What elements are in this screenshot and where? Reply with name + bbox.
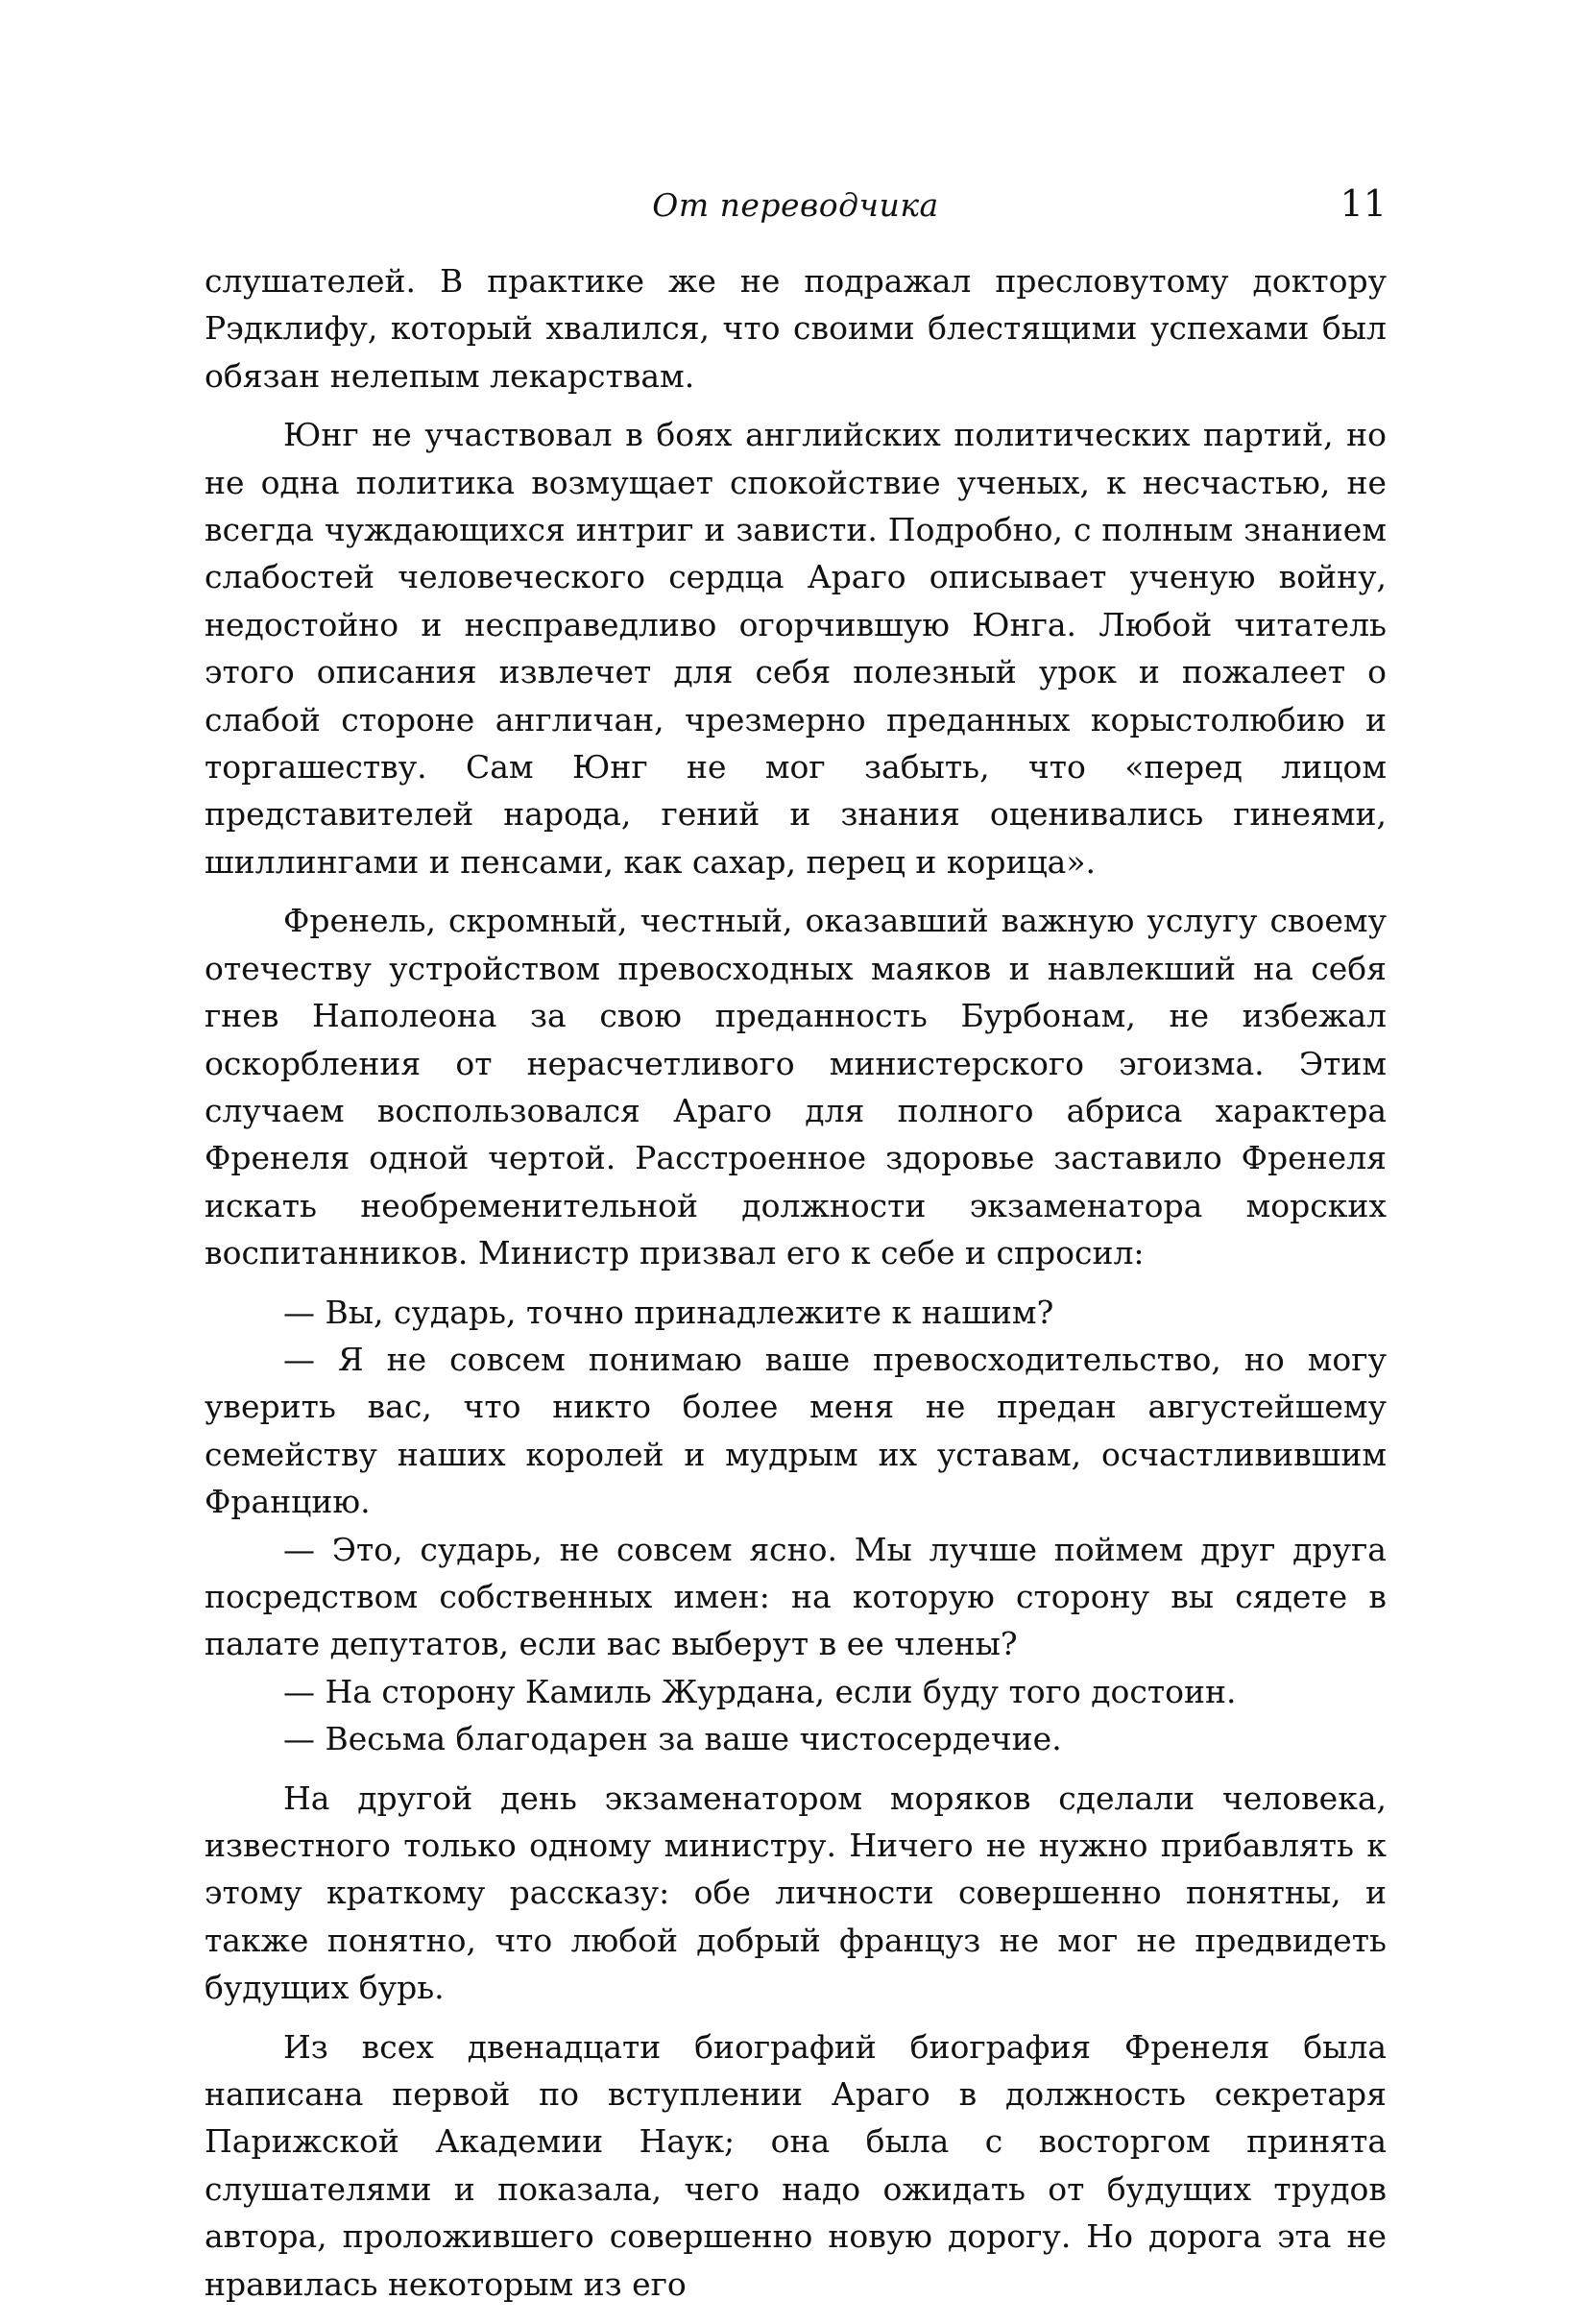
dialogue-line-4: — На сторону Камиль Журдана, если буду того достоин.: [283, 1672, 1237, 1710]
running-header: [205, 182, 1387, 236]
dialogue-line-5: — Весьма благодарен за ваше чистосердечие.: [283, 1720, 1062, 1758]
dialogue-line-2: — Я не совсем понимаю ваше превосходительство, но могу уверить вас, что никто более меня не предан августейшему семейству наших королей и мудрым их уставам, осчастливившим Францию.: [205, 1340, 1387, 1521]
dialogue-line-1: — Вы, сударь, точно принадлежите к нашим?: [283, 1293, 1054, 1331]
body-text: [205, 257, 1387, 2319]
paragraph-young: Юнг не участвовал в боях английских политических партий, но не одна политика возмущает спокойствие ученых, к несчастью, не всегда чуждающихся интриг и зависти. Подробно, с полным знанием слабостей человеческого сердца Араго описывает ученую войну, недостойно и несправедливо огорчившую Юнга. Любой читатель этого описания извлечет для себя полезный урок и пожалеет о слабой стороне англичан, чрезмерно преданных корыстолюбию и торгашеству. Сам Юнг не мог забыть, что «перед лицом представителей народа, гений и знания оценивались гинеями, шиллингами и пенсами, как сахар, перец и корица».: [205, 416, 1387, 881]
paragraph-fresnel: Френель, скромный, честный, оказавший важную услугу своему отечеству устройством превосходных маяков и навлекший на себя гнев Наполеона за свою преданность Бурбонам, не избежал оскорбления от нерасчетливого министерского эгоизма. Этим случаем воспользовался Араго для полного абриса характера Френеля одной чертой. Расстроенное здоровье заставило Френеля искать необременительной должности экзаменатора морских воспитанников. Министр призвал его к себе и спросил:: [205, 902, 1387, 1272]
page-number: 11: [1340, 182, 1387, 225]
running-title: От переводчика: [652, 186, 939, 224]
dialogue-line-3: — Это, сударь, не совсем ясно. Мы лучше поймем друг друга посредством собственных имен: на которую сторону вы сядете в палате депутатов, если вас выберут в ее члены?: [205, 1530, 1387, 1663]
paragraph-biographies: Из всех двенадцати биографий биография Френеля была написана первой по вступлении Араго в должность секретаря Парижской Академии Наук; она была с восторгом принята слушателями и показала, чего надо ожидать от будущих трудов автора, проложившего совершенно новую дорогу. Но дорога эта не нравилась некоторым из его: [205, 2027, 1387, 2303]
paragraph-continuation: слушателей. В практике же не подражал пресловутому доктору Рэдклифу, который хвалился, что своими блестящими успехами был обязан нелепым лекарствам.: [205, 262, 1387, 395]
paragraph-examiner: На другой день экзаменатором моряков сделали человека, известного только одному министру. Ничего не нужно прибавлять к этому краткому рассказу: обе личности совершенно понятны, и также понятно, что любой добрый француз не мог не предвидеть будущих бурь.: [205, 1779, 1387, 2007]
